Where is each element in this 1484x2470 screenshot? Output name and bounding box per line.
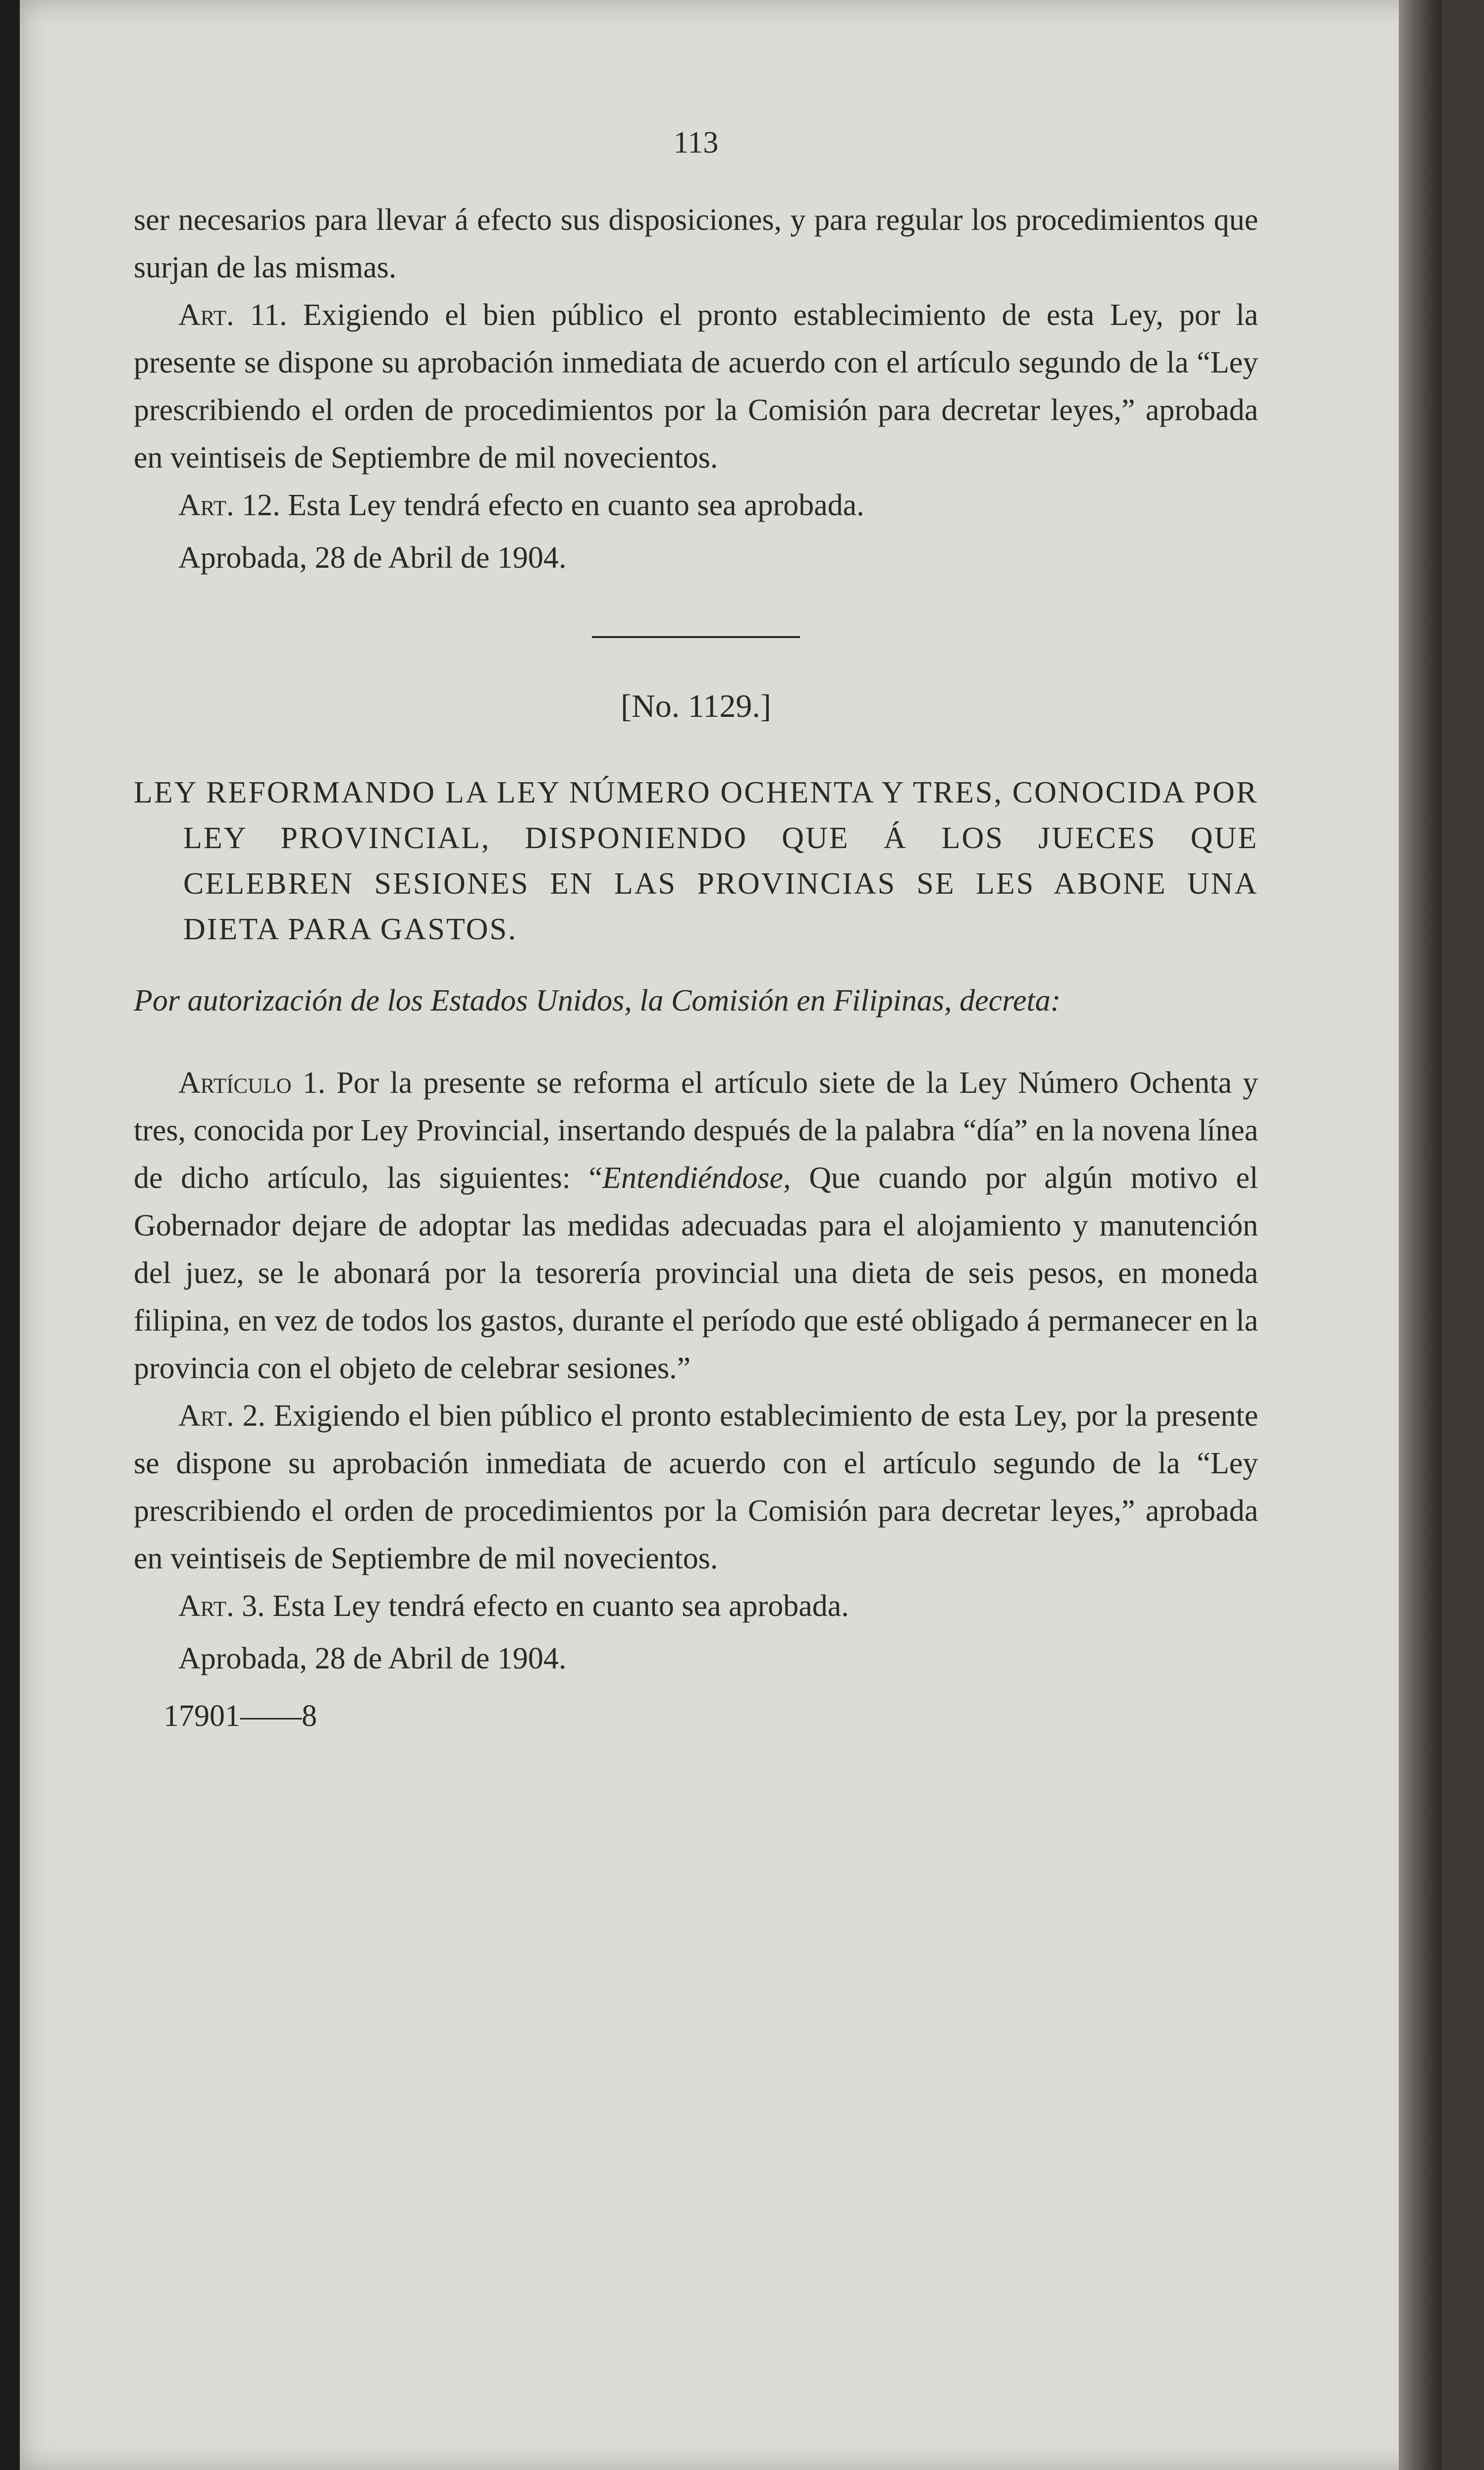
article-2-label: Art. 2.	[178, 1399, 266, 1433]
article-3-label: Art. 3.	[178, 1589, 265, 1623]
law-title: LEY REFORMANDO LA LEY NÚMERO OCHENTA Y TRES, CONOCIDA POR LEY PROVINCIAL, DISPONIENDO QUE Á LOS JUECES QUE CELEBREN SESIONES EN LAS PROVINCIAS SE LES ABONE UNA DIETA PARA GASTOS.	[134, 776, 1258, 946]
articulo-1-emphasis: Entendiéndose,	[602, 1161, 791, 1195]
law-number: [No. 1129.]	[621, 688, 771, 724]
articulo-1-text-before: Por la presente se reforma el artículo siete de la Ley Número Ochenta y tres, conocida por Ley Provincial, insertando después de la palabra “día” en la novena línea de dicho artículo, las siguientes: “	[134, 1066, 1259, 1195]
approval-line-2: Aprobada, 28 de Abril de 1904.	[178, 1642, 567, 1675]
page-text-block	[134, 119, 1258, 1740]
section-divider	[592, 636, 800, 638]
articulo-1-label: Artículo 1.	[178, 1066, 326, 1100]
approval-line-1: Aprobada, 28 de Abril de 1904.	[178, 541, 567, 575]
document-page	[20, 0, 1441, 2470]
enacting-preamble: Por autorización de los Estados Unidos, la Comisión en Filipinas, decreta:	[134, 984, 1061, 1018]
carryover-text: ser necesarios para llevar á efecto sus disposiciones, y para regular los procedimientos que surjan de las mismas.	[134, 203, 1258, 284]
book-spine-shadow	[0, 0, 20, 2470]
article-11	[134, 291, 1258, 482]
article-12	[134, 482, 1258, 529]
article-11-label: Art. 11.	[178, 298, 287, 332]
article-12-text: Esta Ley tendrá efecto en cuanto sea aprobada.	[288, 488, 864, 522]
article-12-label: Art. 12.	[178, 488, 280, 522]
article-2-text: Exigiendo el bien público el pronto establecimiento de esta Ley, por la presente se dispone su aprobación inmediata de acuerdo con el artículo segundo de la “Ley prescribiendo el orden de procedimientos por la Comisión para decretar leyes,” aprobada en veintiseis de Septiembre de mil novecientos.	[134, 1399, 1259, 1575]
article-3-text: Esta Ley tendrá efecto en cuanto sea aprobada.	[272, 1589, 849, 1623]
carryover-paragraph	[134, 196, 1258, 291]
article-2	[134, 1392, 1258, 1582]
article-3	[134, 1582, 1258, 1630]
articulo-1-text-after: Que cuando por algún motivo el Gobernador dejare de adoptar las medidas adecuadas para el alojamiento y manutención del juez, se le abonará por la tesorería provincial una dieta de seis pesos, en moneda filipina, en vez de todos los gastos, durante el período que esté obligado á permanecer en la provincia con el objeto de celebrar sesiones.”	[134, 1161, 1258, 1385]
page-edge-shadow	[1399, 0, 1441, 2470]
article-11-text: Exigiendo el bien público el pronto establecimiento de esta Ley, por la presente se dispone su aprobación inmediata de acuerdo con el artículo segundo de la “Ley prescribiendo el orden de procedimientos por la Comisión para decretar leyes,” aprobada en veintiseis de Septiembre de mil novecientos.	[134, 298, 1259, 475]
printer-signature-mark: 17901——8	[163, 1699, 317, 1733]
page-number: 113	[673, 126, 719, 160]
articulo-1	[134, 1059, 1258, 1392]
